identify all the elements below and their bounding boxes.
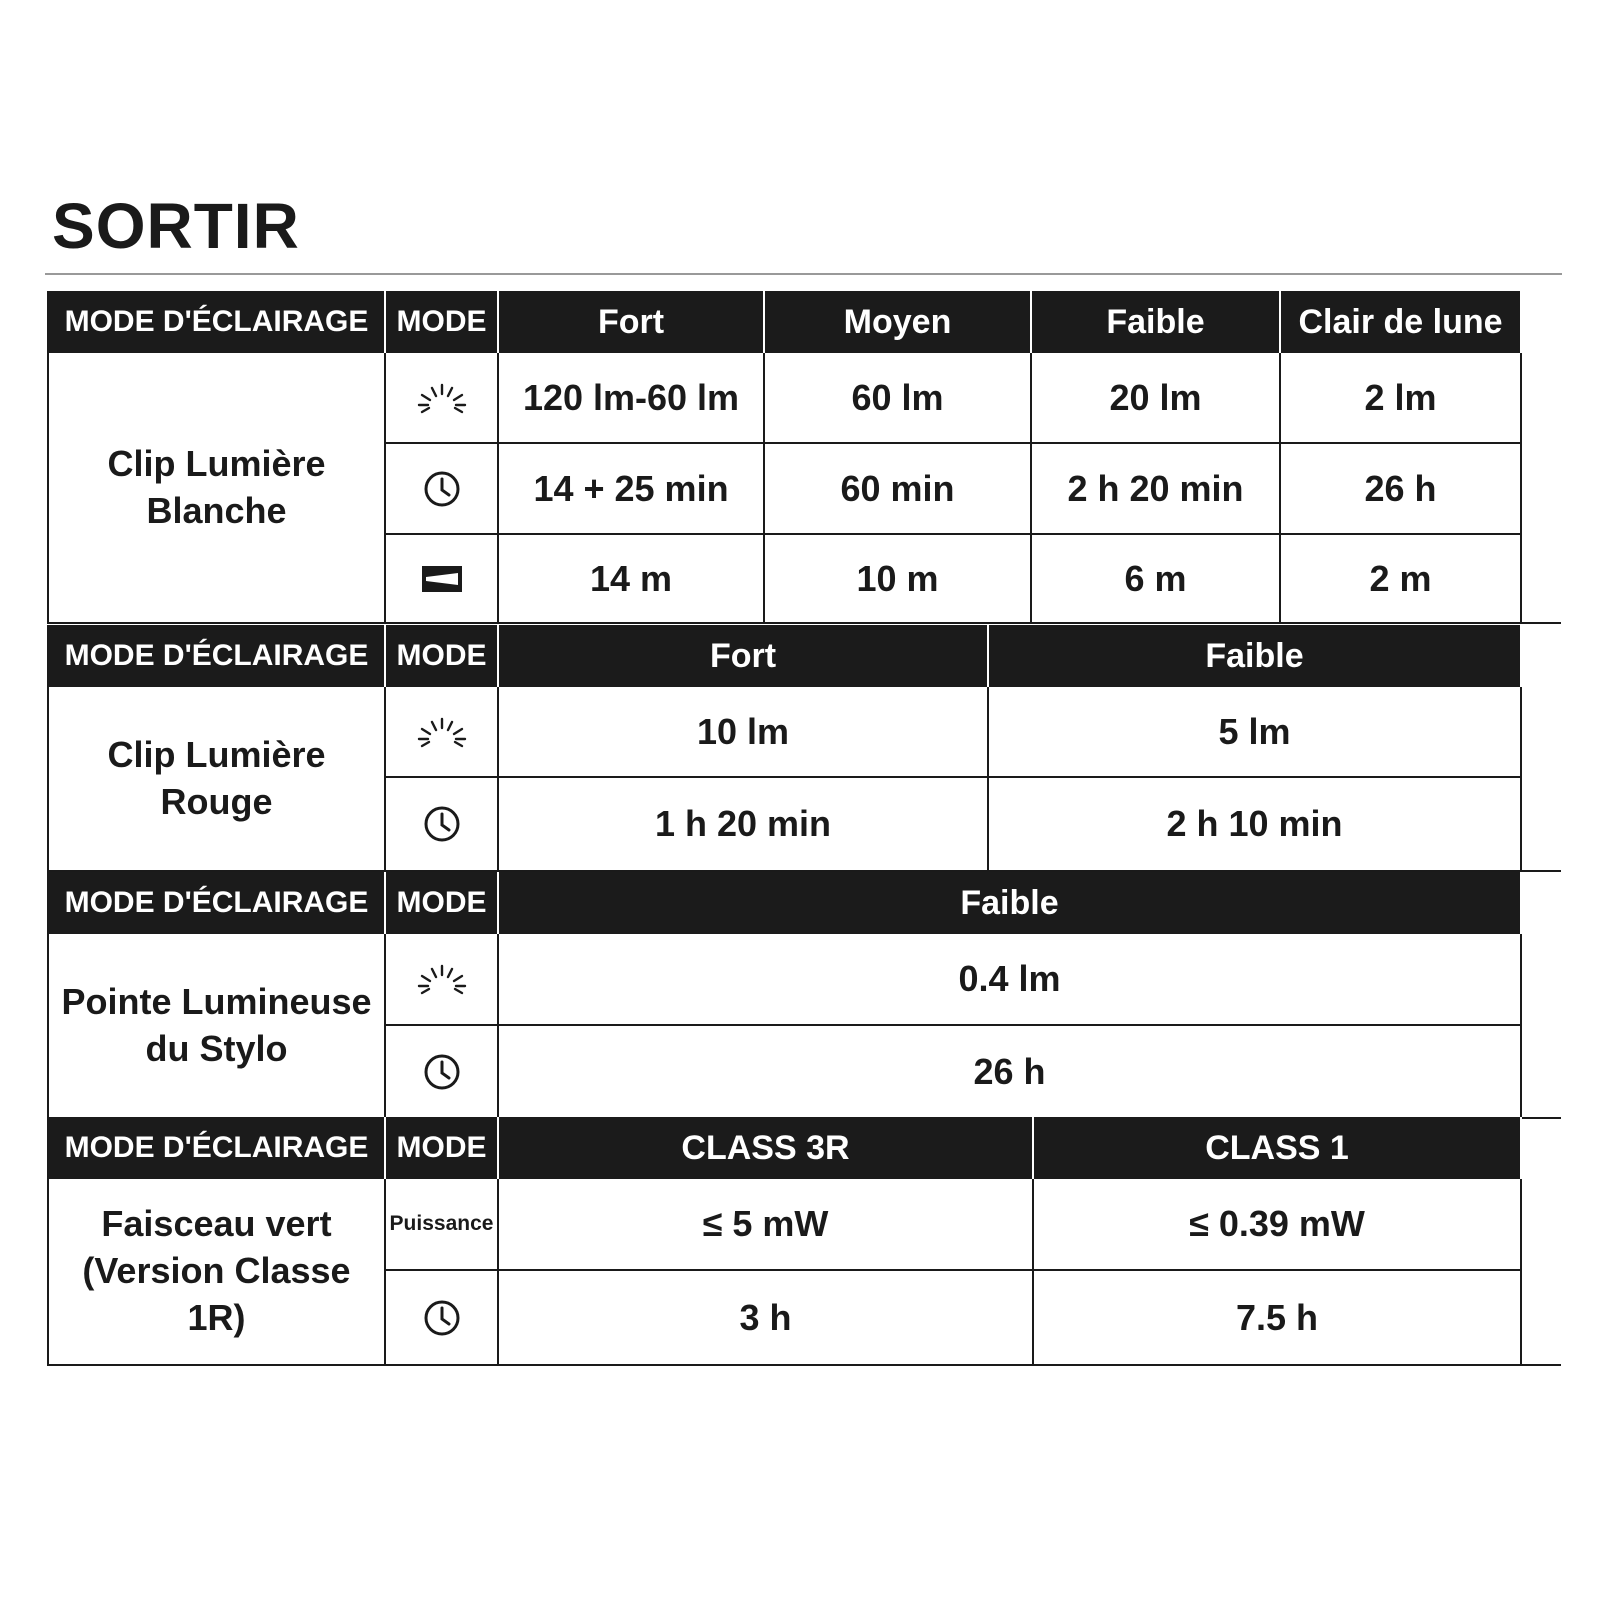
table-cell: 14 + 25 min (499, 444, 765, 535)
table-cell: 10 m (765, 535, 1032, 622)
column-header: Fort (499, 625, 989, 687)
clock-icon (386, 444, 499, 535)
table-cell: 5 lm (989, 687, 1522, 778)
column-header: CLASS 1 (1034, 1117, 1522, 1179)
page-title: SORTIR (52, 190, 300, 262)
table-cell: 6 m (1032, 535, 1281, 622)
clock-icon (386, 1026, 499, 1117)
table-block-white-clip (47, 291, 1561, 624)
beam-distance-icon (386, 535, 499, 622)
power-label: Puissance (386, 1179, 499, 1271)
table-cell: 14 m (499, 535, 765, 622)
table-block-pen-tip (47, 872, 1561, 1119)
clock-icon (386, 778, 499, 870)
mode-name: Faisceau vert (Version Classe 1R) (49, 1179, 386, 1364)
table-block-green-beam (47, 1117, 1561, 1366)
header-mode-eclairage: MODE D'ÉCLAIRAGE (49, 291, 386, 353)
header-mode-eclairage: MODE D'ÉCLAIRAGE (49, 872, 386, 934)
table-cell: 2 m (1281, 535, 1522, 622)
brightness-icon (386, 934, 499, 1026)
header-mode-eclairage: MODE D'ÉCLAIRAGE (49, 1117, 386, 1179)
header-mode: MODE (386, 872, 499, 934)
column-header: Clair de lune (1281, 291, 1522, 353)
table-cell: 26 h (1281, 444, 1522, 535)
brightness-icon (386, 687, 499, 778)
header-mode: MODE (386, 291, 499, 353)
table-cell: 1 h 20 min (499, 778, 989, 870)
table-cell: 60 min (765, 444, 1032, 535)
column-header: CLASS 3R (499, 1117, 1034, 1179)
table-cell: 2 h 10 min (989, 778, 1522, 870)
mode-name: Clip Lumière Rouge (49, 687, 386, 870)
table-cell: ≤ 0.39 mW (1034, 1179, 1522, 1271)
column-header: Moyen (765, 291, 1032, 353)
title-divider (45, 273, 1562, 275)
table-cell: 60 lm (765, 353, 1032, 444)
header-mode: MODE (386, 625, 499, 687)
header-mode: MODE (386, 1117, 499, 1179)
table-cell: 10 lm (499, 687, 989, 778)
mode-name: Clip Lumière Blanche (49, 353, 386, 622)
table-cell: 0.4 lm (499, 934, 1522, 1026)
column-header: Faible (1032, 291, 1281, 353)
table-cell: 7.5 h (1034, 1271, 1522, 1364)
brightness-icon (386, 353, 499, 444)
table-cell: 3 h (499, 1271, 1034, 1364)
column-header: Faible (499, 872, 1522, 934)
table-cell: 2 lm (1281, 353, 1522, 444)
table-cell: 120 lm-60 lm (499, 353, 765, 444)
table-cell: ≤ 5 mW (499, 1179, 1034, 1271)
clock-icon (386, 1271, 499, 1364)
column-header: Fort (499, 291, 765, 353)
table-block-red-clip (47, 625, 1561, 872)
mode-name: Pointe Lumineuse du Stylo (49, 934, 386, 1117)
table-cell: 20 lm (1032, 353, 1281, 444)
header-mode-eclairage: MODE D'ÉCLAIRAGE (49, 625, 386, 687)
table-cell: 2 h 20 min (1032, 444, 1281, 535)
table-cell: 26 h (499, 1026, 1522, 1117)
column-header: Faible (989, 625, 1522, 687)
